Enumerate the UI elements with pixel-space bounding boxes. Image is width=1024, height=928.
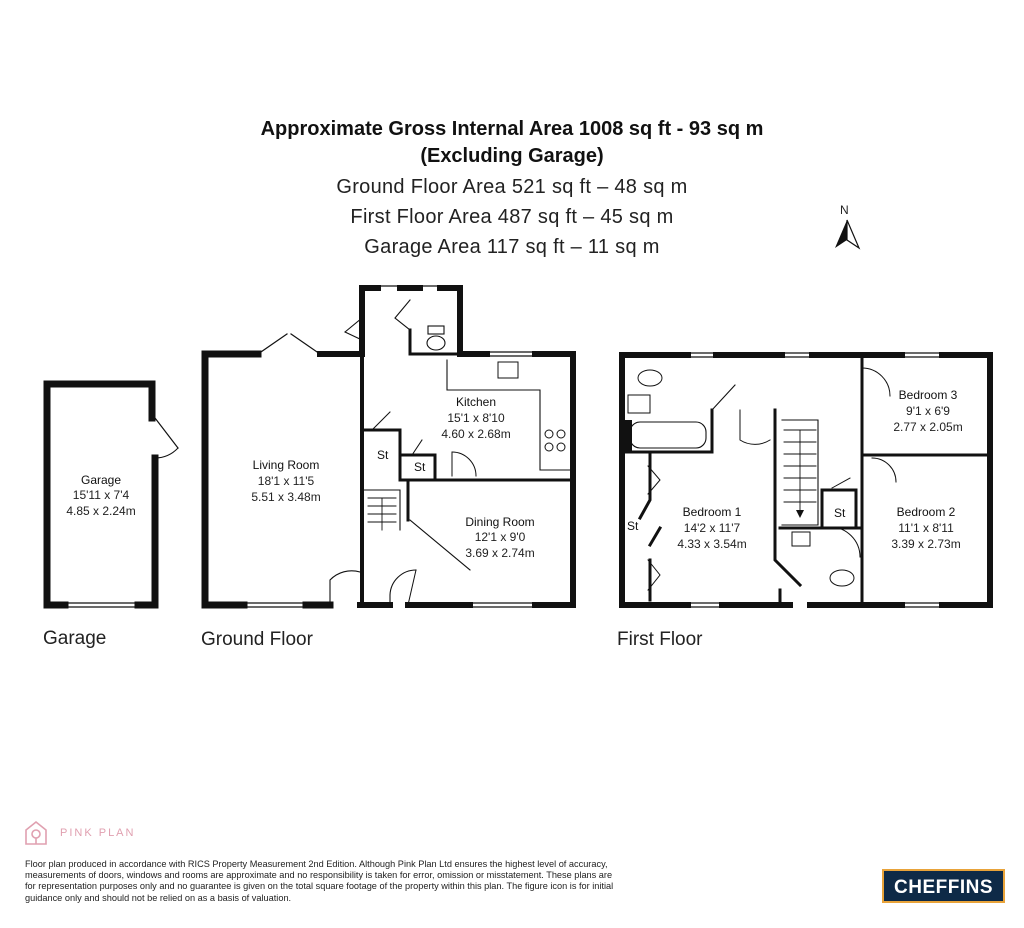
bed3-imperial: 9'1 x 6'9 xyxy=(906,404,950,418)
bed1-name: Bedroom 1 xyxy=(682,505,742,519)
living-name: Living Room xyxy=(252,458,320,472)
disclaimer-text: Floor plan produced in accordance with RICS Property Measurement 2nd Edition. Although Pink Plan Ltd ensures the highest level of accuracy, measurements of doors, windows and rooms are approximate and no responsibility is taken for error, omission or misstatement. These plans are for representation purposes only and no guarantee is given on the total square footage of the property within this plan. The figure icon is for initial guidance only and should not be relied on as a basis of valuation. xyxy=(25,859,614,903)
pink-plan-brand: PINK PLAN xyxy=(60,827,136,839)
area-title: Approximate Gross Internal Area 1008 sq ft - 93 sq m xyxy=(260,118,764,140)
garage-name: Garage xyxy=(80,473,122,487)
bed3-metric: 2.77 x 2.05m xyxy=(893,420,963,434)
bed2-imperial: 11'1 x 8'11 xyxy=(898,521,954,535)
floor-label-garage: Garage xyxy=(43,628,107,649)
living-imperial: 18'1 x 11'5 xyxy=(257,474,315,488)
bed1-metric: 4.33 x 3.54m xyxy=(677,537,747,551)
store-label-4: St xyxy=(834,506,846,520)
garage-area: Garage Area 117 sq ft – 11 sq m xyxy=(364,236,660,258)
room-labels xyxy=(66,388,962,560)
ground-floor-area: Ground Floor Area 521 sq ft – 48 sq m xyxy=(336,176,688,198)
bed1-imperial: 14'2 x 11'7 xyxy=(683,521,741,535)
bed2-name: Bedroom 2 xyxy=(896,505,956,519)
bed2-metric: 3.39 x 2.73m xyxy=(891,537,961,551)
area-subtitle: (Excluding Garage) xyxy=(420,145,604,167)
store-label-1: St xyxy=(377,448,389,462)
bed3-name: Bedroom 3 xyxy=(898,388,958,402)
floor-label-first: First Floor xyxy=(617,629,703,650)
dining-imperial: 12'1 x 9'0 xyxy=(474,530,526,544)
compass-label: N xyxy=(840,203,849,217)
kitchen-name: Kitchen xyxy=(455,395,497,409)
store-label-2: St xyxy=(414,460,426,474)
dining-metric: 3.69 x 2.74m xyxy=(465,546,535,560)
floor-label-ground: Ground Floor xyxy=(201,629,313,650)
garage-imperial: 15'11 x 7'4 xyxy=(72,488,130,502)
living-metric: 5.51 x 3.48m xyxy=(251,490,321,504)
first-floor-area: First Floor Area 487 sq ft – 45 sq m xyxy=(350,206,674,228)
garage-metric: 4.85 x 2.24m xyxy=(66,504,136,518)
cheffins-logo: CHEFFINS xyxy=(882,869,1005,903)
kitchen-metric: 4.60 x 2.68m xyxy=(441,427,511,441)
kitchen-imperial: 15'1 x 8'10 xyxy=(447,411,505,425)
dining-name: Dining Room xyxy=(465,515,535,529)
store-label-3: St xyxy=(627,519,639,533)
